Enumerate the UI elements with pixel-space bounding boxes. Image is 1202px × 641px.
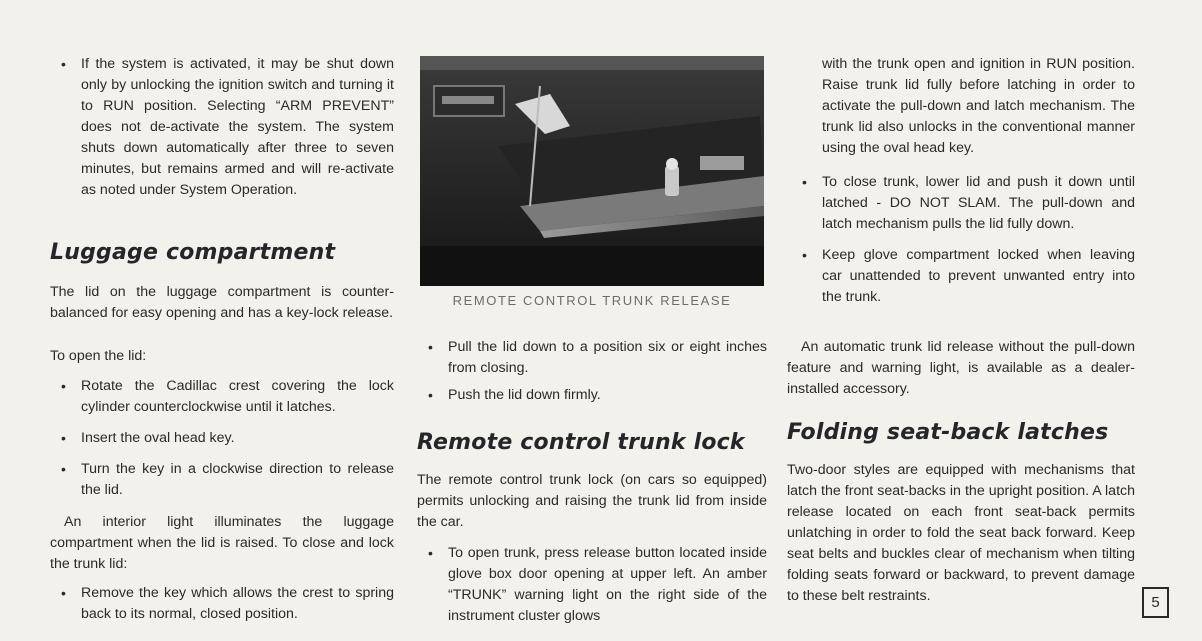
bullet-list-open-trunk [417,543,767,627]
page-number: 5 [1142,587,1169,618]
list-item: • Keep glove compartment locked when leaving car unattended to prevent unwanted entry into the trunk. [791,245,1135,308]
list-item: • Rotate the Cadillac crest covering the lock cylinder counterclockwise until it latches. [50,376,394,418]
bullet-list-close [50,583,394,625]
trunk-release-illustration [420,56,764,286]
list-item: • Pull the lid down to a position six or eight inches from closing. [417,337,767,379]
paragraph-remote-intro: The remote control trunk lock (on cars so equipped) permits unlocking and raising the trunk lid from inside the car. [417,472,767,530]
list-item: • To open trunk, press release button located inside glove box door opening at upper left. An amber “TRUNK” warning light on the right side of the instrument cluster glows [417,543,767,627]
paragraph-to-open: To open the lid: [50,348,147,364]
bullet-list-system [50,54,394,201]
heading-folding-seat-back: Folding seat-back latches [787,420,1109,445]
bullet-list-open [50,376,394,501]
photo-caption: REMOTE CONTROL TRUNK RELEASE [452,293,732,308]
paragraph-luggage-intro: The lid on the luggage compartment is counter-balanced for easy opening and has a key-lock release. [50,284,394,321]
list-item: • Insert the oval head key. [50,428,394,449]
heading-remote-control: Remote control trunk lock [417,430,745,455]
paragraph-interior-light: An interior light illuminates the luggage compartment when the lid is raised. To close and lock the trunk lid: [50,514,394,572]
bullet-list-close-trunk [791,172,1135,308]
trunk-release-photo [420,56,764,286]
paragraph-continued: with the trunk open and ignition in RUN position. Raise trunk lid fully before latching in order to activate the pull-down and latch mechanism. The trunk lid also unlocks in the conventional manner using the oval head key. [822,56,1135,156]
list-item: • Remove the key which allows the crest to spring back to its normal, closed position. [50,583,394,625]
paragraph-automatic-release: An automatic trunk lid release without the pull-down feature and warning light, is available as a dealer-installed accessory. [787,339,1135,397]
list-item: • To close trunk, lower lid and push it down until latched - DO NOT SLAM. The pull-down and latch mechanism pulls the lid fully down. [791,172,1135,235]
list-item: • Turn the key in a clockwise direction to release the lid. [50,459,394,501]
paragraph-seat-back: Two-door styles are equipped with mechanisms that latch the front seat-backs in the upright position. A latch release located on each front seat-back permits unlatching in order to fold the seat back forward. Keep seat belts and buckles clear of mechanism when tilting folding seats forward or backward, to prevent damage to these belt restraints. [787,462,1135,604]
heading-luggage-compartment: Luggage compartment [50,240,336,265]
bullet-list-pull [417,337,767,406]
list-item: • Push the lid down firmly. [417,385,767,406]
list-item: • If the system is activated, it may be shut down only by unlocking the ignition switch and turning it to RUN position. Selecting “ARM PREVENT” does not de-activate the system. The system shuts down automatically after three to seven minutes, but remains armed and will re-activate as noted under System Operation. [50,54,394,201]
